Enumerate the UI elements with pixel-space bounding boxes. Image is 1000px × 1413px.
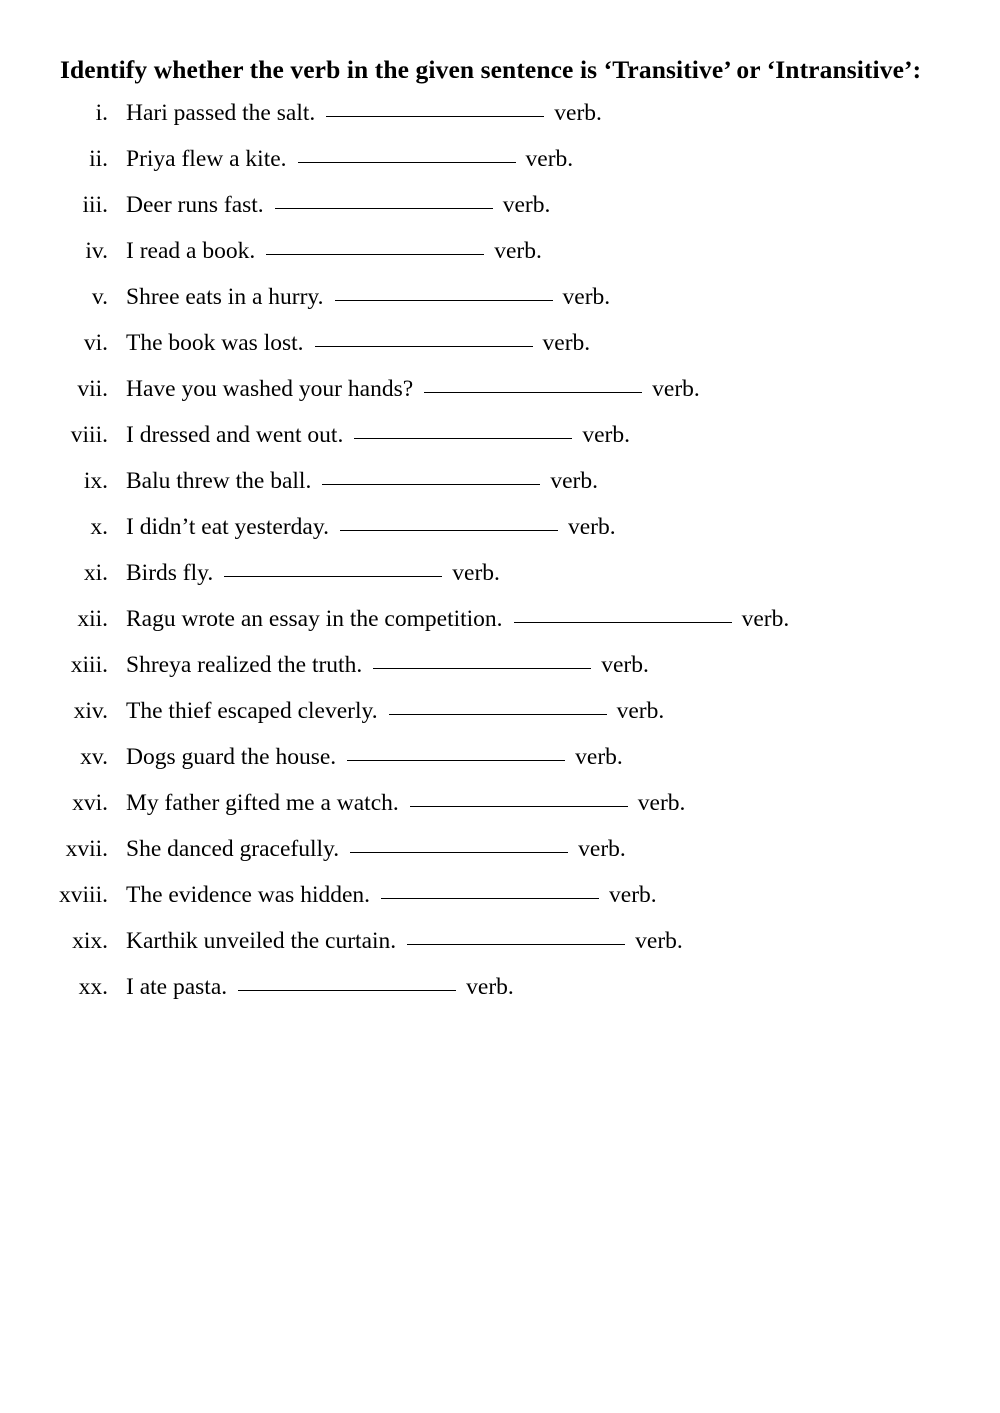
item-sentence: I read a book.: [126, 238, 256, 265]
answer-suffix: verb.: [601, 652, 649, 679]
page-title: Identify whether the verb in the given sentence is ‘Transitive’ or ‘Intransitive’:: [60, 55, 922, 84]
answer-suffix: verb.: [616, 698, 665, 725]
list-item: [58, 976, 942, 1000]
item-number: ii.: [89, 146, 108, 173]
item-body: [126, 746, 623, 770]
answer-suffix: verb.: [550, 468, 598, 495]
list-item: [58, 378, 942, 402]
item-number: xv.: [80, 744, 108, 771]
item-sentence: Birds fly.: [126, 560, 214, 587]
answer-blank[interactable]: [381, 881, 599, 899]
item-sentence: Have you washed your hands?: [126, 376, 414, 403]
list-item: [58, 148, 942, 172]
list-item: [58, 286, 942, 310]
item-sentence: I didn’t eat yesterday.: [126, 514, 329, 541]
item-body: [126, 470, 598, 494]
list-item: [58, 516, 942, 540]
item-number: iv.: [85, 238, 108, 265]
list-item: [58, 654, 942, 678]
item-sentence: Karthik unveiled the curtain.: [126, 928, 397, 955]
item-body: [126, 792, 685, 816]
answer-blank[interactable]: [424, 375, 642, 393]
item-body: [126, 286, 610, 310]
item-sentence: The book was lost.: [126, 330, 304, 357]
answer-suffix: verb.: [554, 100, 602, 127]
item-sentence: Deer runs fast.: [126, 192, 264, 219]
question-list: [58, 102, 942, 1000]
list-item: [58, 930, 942, 954]
answer-suffix: verb.: [652, 376, 700, 403]
list-item: [58, 424, 942, 448]
item-sentence: The thief escaped cleverly.: [126, 698, 378, 725]
item-body: [126, 240, 542, 264]
answer-suffix: verb.: [578, 836, 626, 863]
answer-suffix: verb.: [635, 928, 683, 955]
item-number: xvii.: [65, 836, 108, 863]
item-number: xx.: [78, 974, 108, 1001]
list-item: [58, 792, 942, 816]
answer-suffix: verb.: [637, 790, 686, 817]
item-body: [126, 654, 649, 678]
item-sentence: Ragu wrote an essay in the competition.: [126, 606, 503, 633]
answer-blank[interactable]: [315, 329, 533, 347]
item-sentence: I ate pasta.: [126, 974, 228, 1001]
item-body: [126, 930, 683, 954]
item-number: vii.: [77, 376, 108, 403]
answer-suffix: verb.: [542, 330, 591, 357]
answer-suffix: verb.: [609, 882, 657, 909]
item-body: [126, 102, 602, 126]
answer-blank[interactable]: [389, 697, 607, 715]
item-number: xvi.: [72, 790, 108, 817]
answer-blank[interactable]: [347, 743, 565, 761]
answer-blank[interactable]: [407, 927, 625, 945]
item-number: ix.: [83, 468, 108, 495]
item-body: [126, 838, 626, 862]
item-body: [126, 562, 500, 586]
list-item: [58, 608, 942, 632]
answer-suffix: verb.: [452, 560, 500, 587]
list-item: [58, 194, 942, 218]
answer-blank[interactable]: [322, 467, 540, 485]
answer-blank[interactable]: [326, 99, 544, 117]
item-sentence: Balu threw the ball.: [126, 468, 312, 495]
answer-blank[interactable]: [298, 145, 516, 163]
item-sentence: Dogs guard the house.: [126, 744, 337, 771]
item-number: iii.: [82, 192, 108, 219]
item-number: xix.: [72, 928, 108, 955]
item-number: xii.: [77, 606, 108, 633]
answer-suffix: verb.: [525, 146, 574, 173]
answer-suffix: verb.: [494, 238, 542, 265]
item-number: i.: [95, 100, 108, 127]
list-item: [58, 562, 942, 586]
list-item: [58, 102, 942, 126]
list-item: [58, 470, 942, 494]
item-body: [126, 424, 630, 448]
item-sentence: Shree eats in a hurry.: [126, 284, 324, 311]
answer-suffix: verb.: [741, 606, 790, 633]
answer-blank[interactable]: [238, 973, 456, 991]
list-item: [58, 838, 942, 862]
list-item: [58, 746, 942, 770]
answer-blank[interactable]: [410, 789, 628, 807]
answer-blank[interactable]: [350, 835, 568, 853]
item-number: xi.: [83, 560, 108, 587]
item-body: [126, 516, 616, 540]
answer-blank[interactable]: [514, 605, 732, 623]
answer-suffix: verb.: [562, 284, 611, 311]
answer-blank[interactable]: [275, 191, 493, 209]
item-body: [126, 194, 550, 218]
answer-blank[interactable]: [354, 421, 572, 439]
item-sentence: Shreya realized the truth.: [126, 652, 363, 679]
answer-blank[interactable]: [224, 559, 442, 577]
answer-suffix: verb.: [466, 974, 514, 1001]
item-body: [126, 884, 657, 908]
answer-blank[interactable]: [335, 283, 553, 301]
answer-suffix: verb.: [567, 514, 616, 541]
item-number: viii.: [70, 422, 108, 449]
list-item: [58, 332, 942, 356]
item-body: [126, 976, 514, 1000]
list-item: [58, 700, 942, 724]
item-number: xiv.: [73, 698, 108, 725]
item-number: vi.: [83, 330, 108, 357]
answer-suffix: verb.: [582, 422, 630, 449]
item-body: [126, 378, 700, 402]
answer-blank[interactable]: [266, 237, 484, 255]
item-sentence: My father gifted me a watch.: [126, 790, 399, 817]
item-body: [126, 148, 573, 172]
list-item: [58, 240, 942, 264]
answer-suffix: verb.: [502, 192, 551, 219]
item-number: x.: [90, 514, 108, 541]
list-item: [58, 884, 942, 908]
item-sentence: She danced gracefully.: [126, 836, 340, 863]
item-body: [126, 608, 789, 632]
item-sentence: I dressed and went out.: [126, 422, 344, 449]
item-body: [126, 700, 664, 724]
item-sentence: Priya flew a kite.: [126, 146, 287, 173]
item-sentence: The evidence was hidden.: [126, 882, 371, 909]
item-number: xviii.: [59, 882, 108, 909]
item-number: v.: [91, 284, 108, 311]
item-number: xiii.: [70, 652, 108, 679]
answer-blank[interactable]: [373, 651, 591, 669]
item-body: [126, 332, 590, 356]
item-sentence: Hari passed the salt.: [126, 100, 316, 127]
answer-blank[interactable]: [340, 513, 558, 531]
answer-suffix: verb.: [575, 744, 623, 771]
